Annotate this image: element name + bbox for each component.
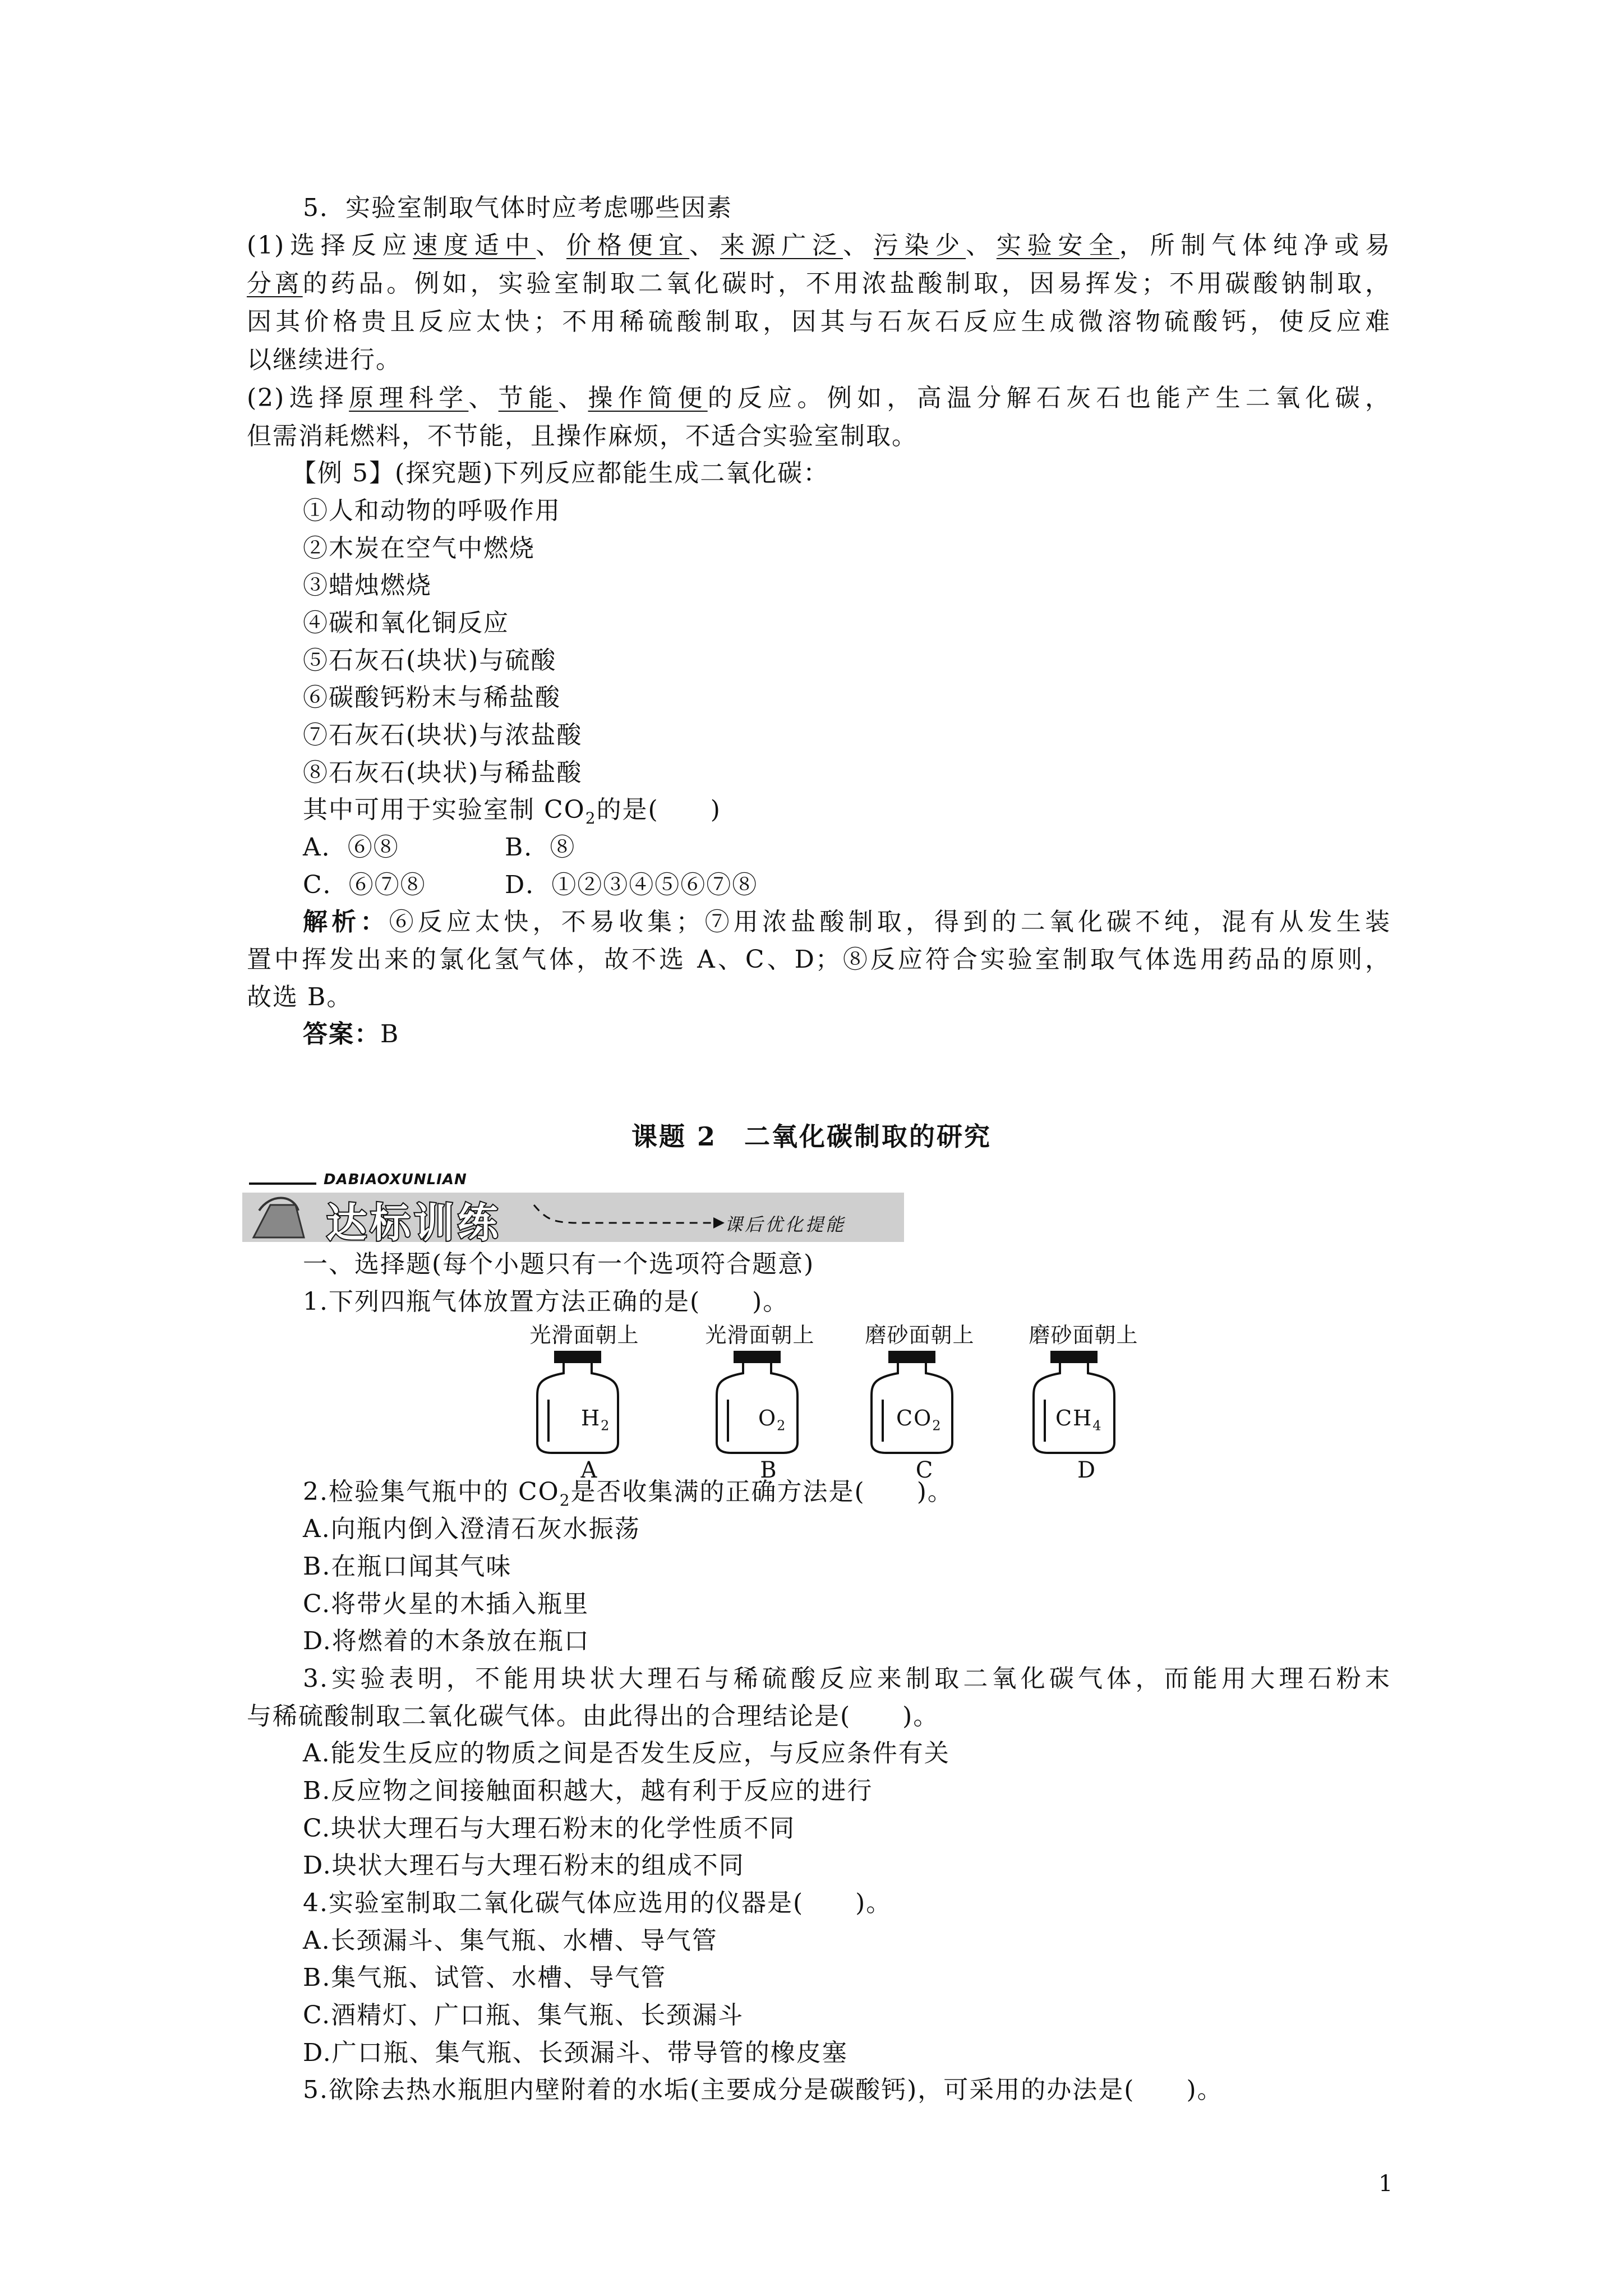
q4-option-d: D.广口瓶、集气瓶、长颈漏斗、带导管的橡皮塞 — [303, 2039, 848, 2067]
list-item: ③蜡烛燃烧 — [303, 571, 432, 600]
option-a: A．⑥⑧ — [303, 833, 399, 862]
bottle-letter-c: C — [915, 1457, 933, 1483]
question-2: 2.检验集气瓶中的 $CO_2$是否收集满的正确方法是( )。 — [303, 1478, 953, 1510]
question-1: 1.下列四瓶气体放置方法正确的是( )。 — [303, 1287, 789, 1316]
option-b: B．⑧ — [505, 833, 576, 862]
q2-option-a: A.向瓶内倒入澄清石灰水振荡 — [303, 1515, 640, 1543]
bottle-gas-b: $O_2$ — [758, 1406, 787, 1434]
question-text: 其中可用于实验室制 $CO_2$的是( ) — [303, 795, 721, 827]
bottle-gas-d: $CH_4$ — [1055, 1406, 1103, 1434]
bottle-gas-c: $CO_2$ — [896, 1406, 942, 1434]
q2-option-d: D.将燃着的木条放在瓶口 — [303, 1627, 590, 1655]
q3-option-d: D.块状大理石与大理石粉末的组成不同 — [303, 1851, 745, 1880]
list-item: ⑤石灰石(块状)与硫酸 — [303, 646, 557, 675]
paragraph-1-line-2: 分离的药品。例如，实验室制取二氧化碳时，不用浓盐酸制取，因易挥发；不用碳酸钠制取， — [247, 269, 1391, 298]
bottle-letter-a: A — [580, 1457, 597, 1483]
banner-tag: 课后优化提能 — [725, 1214, 846, 1235]
banner-pinyin: DABIAOXUNLIAN — [324, 1171, 467, 1188]
bottle-label-d: 磨砂面朝上 — [1029, 1323, 1138, 1347]
training-banner — [242, 1171, 904, 1250]
list-item: ⑧石灰石(块状)与稀盐酸 — [303, 758, 583, 787]
q3-option-a: A.能发生反应的物质之间是否发生反应，与反应条件有关 — [303, 1739, 950, 1768]
answer: 答案：B — [303, 1020, 400, 1048]
list-item: ⑦石灰石(块状)与浓盐酸 — [303, 721, 583, 749]
list-item: ④碳和氧化铜反应 — [303, 609, 509, 637]
list-item: ①人和动物的呼吸作用 — [303, 496, 561, 525]
banner-title: 达标训练 — [326, 1199, 502, 1246]
section-heading: 5．实验室制取气体时应考虑哪些因素 — [303, 194, 732, 222]
q4-option-b: B.集气瓶、试管、水槽、导气管 — [303, 1963, 667, 1992]
q3-option-c: C.块状大理石与大理石粉末的化学性质不同 — [303, 1814, 796, 1843]
paragraph-1-line-4: 以继续进行。 — [247, 346, 402, 374]
analysis-line-3: 故选 B。 — [247, 983, 353, 1011]
analysis-line-2: 置中挥发出来的氯化氢气体，故不选 A、C、D；⑧反应符合实验室制取气体选用药品的原则， — [247, 945, 1391, 974]
exercise-section-heading: 一、选择题(每个小题只有一个选项符合题意) — [303, 1250, 815, 1278]
bottle-letter-d: D — [1077, 1457, 1096, 1483]
paragraph-2-line-2: 但需消耗燃料，不节能，且操作麻烦，不适合实验室制取。 — [247, 422, 917, 450]
page-number: 1 — [1378, 2171, 1393, 2197]
q2-option-c: C.将带火星的木插入瓶里 — [303, 1590, 589, 1618]
paragraph-1-line-1: (1)选择反应速度适中、价格便宜、来源广泛、污染少、实验安全，所制气体纯净或易 — [247, 231, 1391, 260]
q2-option-b: B.在瓶口闻其气味 — [303, 1552, 512, 1581]
bottle-label-b: 光滑面朝上 — [705, 1323, 815, 1347]
bottle-letter-b: B — [760, 1457, 777, 1483]
list-item: ⑥碳酸钙粉末与稀盐酸 — [303, 683, 561, 712]
bottle-label-a: 光滑面朝上 — [529, 1323, 639, 1347]
bottle-gas-a: $H_2$ — [581, 1406, 611, 1434]
option-c: C．⑥⑦⑧ — [303, 871, 426, 899]
example-title: 【例 5】(探究题)下列反应都能生成二氧化碳： — [292, 459, 829, 487]
question-3-line-1: 3.实验表明，不能用块状大理石与稀硫酸反应来制取二氧化碳气体，而能用大理石粉末 — [303, 1664, 1391, 1693]
list-item: ②木炭在空气中燃烧 — [303, 534, 535, 563]
paragraph-1-line-3: 因其价格贵且反应太快；不用稀硫酸制取，因其与石灰石反应生成微溶物硫酸钙，使反应难 — [247, 307, 1391, 336]
question-3-line-2: 与稀硫酸制取二氧化碳气体。由此得出的合理结论是( )。 — [247, 1702, 939, 1731]
q4-option-c: C.酒精灯、广口瓶、集气瓶、长颈漏斗 — [303, 2001, 744, 2030]
option-d: D．①②③④⑤⑥⑦⑧ — [505, 871, 758, 899]
question-5: 5.欲除去热水瓶胆内壁附着的水垢(主要成分是碳酸钙)，可采用的办法是( )。 — [303, 2076, 1223, 2104]
q3-option-b: B.反应物之间接触面积越大，越有利于反应的进行 — [303, 1777, 873, 1805]
analysis-line-1: 解析：⑥反应太快，不易收集；⑦用浓盐酸制取，得到的二氧化碳不纯，混有从发生装 — [303, 908, 1391, 936]
q4-option-a: A.长颈漏斗、集气瓶、水槽、导气管 — [303, 1926, 718, 1955]
paragraph-2-line-1: (2)选择原理科学、节能、操作简便的反应。例如，高温分解石灰石也能产生二氧化碳， — [247, 384, 1391, 412]
section-title: 课题 2 二氧化碳制取的研究 — [631, 1121, 992, 1152]
bottle-label-c: 磨砂面朝上 — [865, 1323, 975, 1347]
question-4: 4.实验室制取二氧化碳气体应选用的仪器是( )。 — [303, 1889, 892, 1917]
gas-bottles-figure — [505, 1346, 1402, 1458]
